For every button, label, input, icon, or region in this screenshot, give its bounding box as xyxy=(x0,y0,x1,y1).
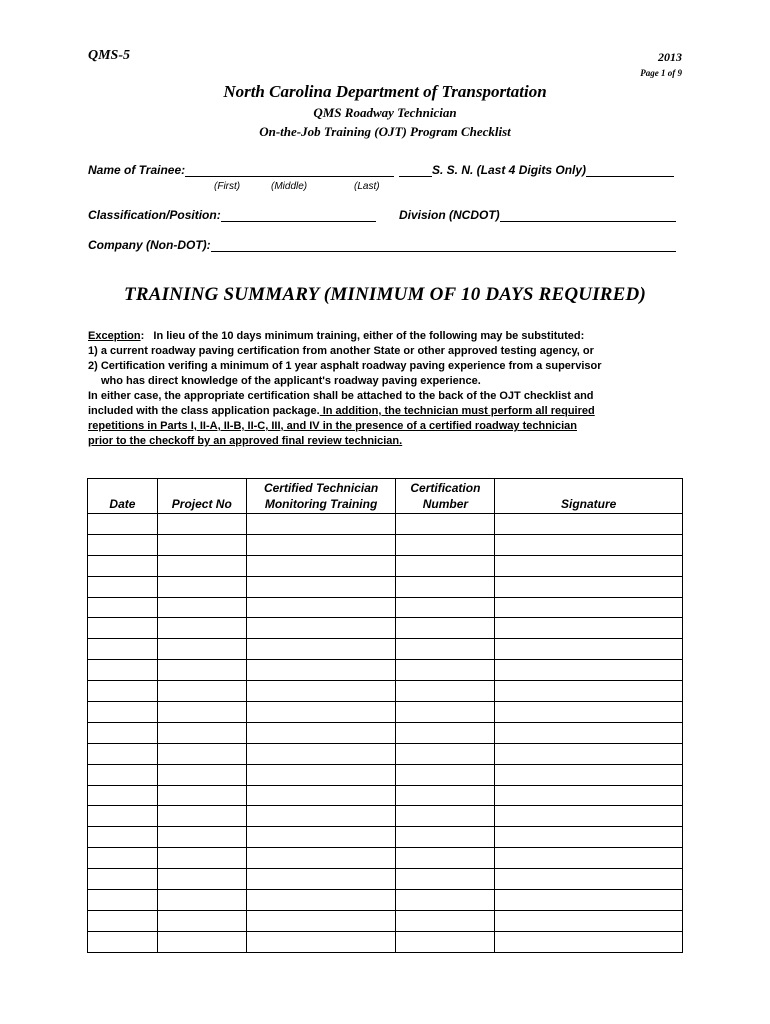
project-cell[interactable] xyxy=(157,806,246,827)
signature-cell[interactable] xyxy=(495,785,683,806)
company-field xyxy=(88,238,676,252)
table-row xyxy=(88,722,683,743)
certification-cell[interactable] xyxy=(396,785,495,806)
table-row xyxy=(88,848,683,869)
project-cell[interactable] xyxy=(157,555,246,576)
technician-cell[interactable] xyxy=(246,514,396,535)
certification-cell[interactable] xyxy=(396,639,495,660)
training-summary-heading: TRAINING SUMMARY (MINIMUM OF 10 DAYS REQUIRED) xyxy=(124,284,646,305)
certification-cell[interactable] xyxy=(396,597,495,618)
table-row xyxy=(88,827,683,848)
date-cell[interactable] xyxy=(88,618,158,639)
exception-line-2: 1) a current roadway paving certification from another State or other approved testing agency, or xyxy=(88,345,594,357)
project-cell[interactable] xyxy=(157,618,246,639)
signature-cell[interactable] xyxy=(495,890,683,911)
table-row xyxy=(88,576,683,597)
project-cell[interactable] xyxy=(157,827,246,848)
certification-cell[interactable] xyxy=(396,806,495,827)
table-row xyxy=(88,743,683,764)
project-cell[interactable] xyxy=(157,702,246,723)
date-cell[interactable] xyxy=(88,514,158,535)
checklist-title: On-the-Job Training (OJT) Program Checklist xyxy=(259,124,511,139)
classification-field xyxy=(88,208,376,222)
date-cell[interactable] xyxy=(88,681,158,702)
date-cell[interactable] xyxy=(88,848,158,869)
certification-cell[interactable] xyxy=(396,890,495,911)
table-row xyxy=(88,869,683,890)
training-log-table xyxy=(87,478,683,953)
name-middle-caption: (Middle) xyxy=(271,181,308,192)
certification-cell[interactable] xyxy=(396,514,495,535)
division-field xyxy=(399,208,676,222)
signature-cell[interactable] xyxy=(495,848,683,869)
date-cell[interactable] xyxy=(88,806,158,827)
page-number: Page 1 of 9 xyxy=(640,68,682,78)
table-header-row xyxy=(88,479,683,514)
certification-cell[interactable] xyxy=(396,681,495,702)
technician-cell[interactable] xyxy=(246,827,396,848)
signature-cell[interactable] xyxy=(495,806,683,827)
signature-cell[interactable] xyxy=(495,702,683,723)
signature-cell[interactable] xyxy=(495,931,683,952)
table-row xyxy=(88,618,683,639)
technician-column-header: Certified Technician Monitoring Training xyxy=(246,479,396,514)
date-cell[interactable] xyxy=(88,764,158,785)
technician-cell[interactable] xyxy=(246,618,396,639)
exception-line-7: repetitions in Parts I, II-A, II-B, II-C, III, and IV in the presence of a certified roadway technician xyxy=(88,420,577,432)
date-cell[interactable] xyxy=(88,743,158,764)
table-row xyxy=(88,890,683,911)
technician-cell[interactable] xyxy=(246,848,396,869)
technician-cell[interactable] xyxy=(246,869,396,890)
trainee-name-field xyxy=(88,163,394,177)
project-cell[interactable] xyxy=(157,785,246,806)
certification-cell[interactable] xyxy=(396,555,495,576)
signature-cell[interactable] xyxy=(495,660,683,681)
classification-label: Classification/Position: xyxy=(88,208,221,222)
form-year: 2013 xyxy=(658,50,682,64)
table-row xyxy=(88,514,683,535)
technician-cell[interactable] xyxy=(246,722,396,743)
project-cell[interactable] xyxy=(157,639,246,660)
project-cell[interactable] xyxy=(157,869,246,890)
ssn-label: S. S. N. (Last 4 Digits Only) xyxy=(432,163,587,177)
project-cell[interactable] xyxy=(157,910,246,931)
project-cell[interactable] xyxy=(157,660,246,681)
technician-cell[interactable] xyxy=(246,806,396,827)
name-last-caption: (Last) xyxy=(354,181,380,192)
technician-cell[interactable] xyxy=(246,681,396,702)
certification-cell[interactable] xyxy=(396,764,495,785)
project-cell[interactable] xyxy=(157,597,246,618)
certification-cell[interactable] xyxy=(396,702,495,723)
signature-cell[interactable] xyxy=(495,555,683,576)
certification-cell[interactable] xyxy=(396,534,495,555)
certification-cell[interactable] xyxy=(396,618,495,639)
name-first-caption: (First) xyxy=(214,181,241,192)
department-title: North Carolina Department of Transportation xyxy=(223,82,547,101)
table-row xyxy=(88,681,683,702)
date-column-header: Date xyxy=(88,479,158,514)
table-row xyxy=(88,660,683,681)
technician-cell[interactable] xyxy=(246,743,396,764)
project-cell[interactable] xyxy=(157,890,246,911)
date-cell[interactable] xyxy=(88,869,158,890)
date-cell[interactable] xyxy=(88,576,158,597)
company-label: Company (Non-DOT): xyxy=(88,238,211,252)
certification-cell[interactable] xyxy=(396,848,495,869)
exception-line-6: included with the class application package. In addition, the technician must perform all required xyxy=(88,405,595,417)
project-column-header: Project No xyxy=(157,479,246,514)
technician-cell[interactable] xyxy=(246,702,396,723)
form-id: QMS-5 xyxy=(88,48,131,63)
table-row xyxy=(88,931,683,952)
date-cell[interactable] xyxy=(88,910,158,931)
table-row xyxy=(88,764,683,785)
technician-cell[interactable] xyxy=(246,785,396,806)
ssn-field xyxy=(399,163,674,177)
exception-label: Exception xyxy=(88,330,141,342)
date-cell[interactable] xyxy=(88,722,158,743)
technician-cell[interactable] xyxy=(246,534,396,555)
division-input[interactable] xyxy=(500,209,676,222)
date-cell[interactable] xyxy=(88,785,158,806)
date-cell[interactable] xyxy=(88,931,158,952)
project-cell[interactable] xyxy=(157,514,246,535)
signature-cell[interactable] xyxy=(495,743,683,764)
certification-cell[interactable] xyxy=(396,931,495,952)
project-cell[interactable] xyxy=(157,534,246,555)
signature-cell[interactable] xyxy=(495,869,683,890)
signature-cell[interactable] xyxy=(495,618,683,639)
table-row xyxy=(88,910,683,931)
signature-cell[interactable] xyxy=(495,534,683,555)
table-row xyxy=(88,785,683,806)
table-row xyxy=(88,639,683,660)
project-cell[interactable] xyxy=(157,743,246,764)
signature-cell[interactable] xyxy=(495,910,683,931)
division-label: Division (NCDOT) xyxy=(399,208,500,222)
date-cell[interactable] xyxy=(88,597,158,618)
technician-cell[interactable] xyxy=(246,910,396,931)
signature-cell[interactable] xyxy=(495,597,683,618)
certification-cell[interactable] xyxy=(396,576,495,597)
date-cell[interactable] xyxy=(88,639,158,660)
certification-cell[interactable] xyxy=(396,827,495,848)
signature-cell[interactable] xyxy=(495,764,683,785)
signature-column-header: Signature xyxy=(495,479,683,514)
project-cell[interactable] xyxy=(157,764,246,785)
trainee-name-label: Name of Trainee: xyxy=(88,163,186,177)
technician-cell[interactable] xyxy=(246,660,396,681)
exception-line-3: 2) Certification verifing a minimum of 1 year asphalt roadway paving experience from a supervisor xyxy=(88,360,602,372)
signature-cell[interactable] xyxy=(495,681,683,702)
exception-line-8: prior to the checkoff by an approved final review technician. xyxy=(88,435,403,447)
program-title: QMS Roadway Technician xyxy=(313,105,457,120)
ssn-lead-line xyxy=(399,164,432,177)
project-cell[interactable] xyxy=(157,848,246,869)
technician-cell[interactable] xyxy=(246,597,396,618)
certification-cell[interactable] xyxy=(396,722,495,743)
technician-cell[interactable] xyxy=(246,890,396,911)
date-cell[interactable] xyxy=(88,660,158,681)
signature-cell[interactable] xyxy=(495,514,683,535)
project-cell[interactable] xyxy=(157,576,246,597)
trainee-name-input[interactable] xyxy=(185,164,394,177)
certification-cell[interactable] xyxy=(396,660,495,681)
technician-cell[interactable] xyxy=(246,576,396,597)
technician-cell[interactable] xyxy=(246,931,396,952)
ssn-input[interactable] xyxy=(586,164,674,177)
date-cell[interactable] xyxy=(88,827,158,848)
signature-cell[interactable] xyxy=(495,722,683,743)
table-row xyxy=(88,555,683,576)
signature-cell[interactable] xyxy=(495,827,683,848)
date-cell[interactable] xyxy=(88,555,158,576)
technician-cell[interactable] xyxy=(246,555,396,576)
date-cell[interactable] xyxy=(88,702,158,723)
table-row xyxy=(88,806,683,827)
exception-line-5: In either case, the appropriate certification shall be attached to the back of the OJT checklist and xyxy=(88,390,594,402)
exception-line-4: who has direct knowledge of the applicant's roadway paving experience. xyxy=(101,375,481,387)
company-input[interactable] xyxy=(211,239,676,252)
project-cell[interactable] xyxy=(157,931,246,952)
certification-cell[interactable] xyxy=(396,869,495,890)
classification-input[interactable] xyxy=(221,209,376,222)
training-log-body xyxy=(88,514,683,953)
signature-cell[interactable] xyxy=(495,639,683,660)
technician-cell[interactable] xyxy=(246,639,396,660)
table-row xyxy=(88,597,683,618)
technician-cell[interactable] xyxy=(246,764,396,785)
certification-cell[interactable] xyxy=(396,910,495,931)
exception-line-1: Exception: In lieu of the 10 days minimum training, either of the following may be substituted: xyxy=(88,330,585,342)
date-cell[interactable] xyxy=(88,890,158,911)
date-cell[interactable] xyxy=(88,534,158,555)
certification-column-header: Certification Number xyxy=(396,479,495,514)
project-cell[interactable] xyxy=(157,681,246,702)
signature-cell[interactable] xyxy=(495,576,683,597)
certification-cell[interactable] xyxy=(396,743,495,764)
project-cell[interactable] xyxy=(157,722,246,743)
table-row xyxy=(88,702,683,723)
table-row xyxy=(88,534,683,555)
